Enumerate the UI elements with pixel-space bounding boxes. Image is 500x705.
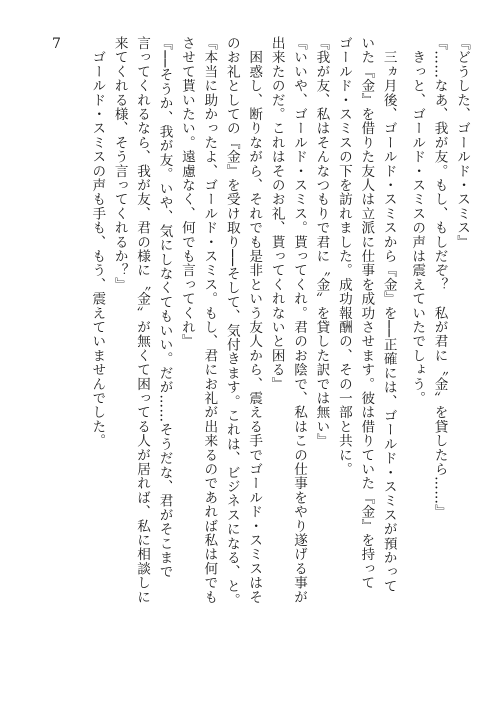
- text-line: 『本当に助かったよ、ゴールド・スミス。もし、君にお礼が出来るのであれば私は何でも: [201, 36, 218, 604]
- blank-line: [400, 36, 406, 676]
- text-line: 『いいや、ゴールド・スミス。貰ってくれ。君のお陰で、私はこの仕事をやり遂げる事が: [291, 36, 308, 604]
- text-line: 三ヵ月後、ゴールド・スミスから『金』を──正確には、ゴールド・スミスが預かって: [380, 36, 397, 594]
- text-line: きっと、ゴールド・スミスの声は震えていたでしょう。: [409, 36, 426, 406]
- text-line: させて貰いたい。遠慮なく、何でも言ってくれ』: [178, 36, 195, 349]
- body-text: [53, 36, 473, 676]
- text-line: ゴールド・スミスの声も手も、もう、震えていませんでした。: [89, 36, 106, 448]
- text-line: のお礼としての『金』を受け取り──そして、気付きます。これは、ビジネスになる、と。: [223, 36, 240, 608]
- text-line: 『どうした、ゴールド・スミス』: [454, 36, 470, 249]
- text-line: 『我が友、私はそんなつもりで君に〝金〟を貸した訳では無い』: [313, 36, 330, 448]
- text-line: 『──そうか、我が友。いや、気にしなくてもいい。だが……そうだな、君がそこまで: [156, 36, 173, 579]
- text-line: 出来たのだ。これはそのお礼、貰ってくれないと困る』: [268, 36, 285, 391]
- text-line: ゴールド・スミスの下を訪れました。成功報酬の、その一部と共に。: [335, 36, 352, 477]
- page-number: 7: [52, 36, 61, 52]
- text-line: 来てくれる様、そう言ってくれるか？』: [111, 36, 128, 292]
- text-line: 『……なあ、我が友。もし、もしだぞ？ 私が君に〝金〟を貸したら……』: [431, 36, 448, 519]
- text-line: 言ってくれるなら、我が友、君の様に〝金〟が無くて困ってる人が居れば、私に相談しに: [134, 36, 151, 604]
- text-line: 困惑し、断りながら、それでも是非という友人から、震える手でゴールド・スミスはそ: [246, 36, 263, 604]
- text-line: いた『金』を借りた友人は立派に仕事を成功させます。彼は借りていた『金』を持って: [358, 36, 375, 590]
